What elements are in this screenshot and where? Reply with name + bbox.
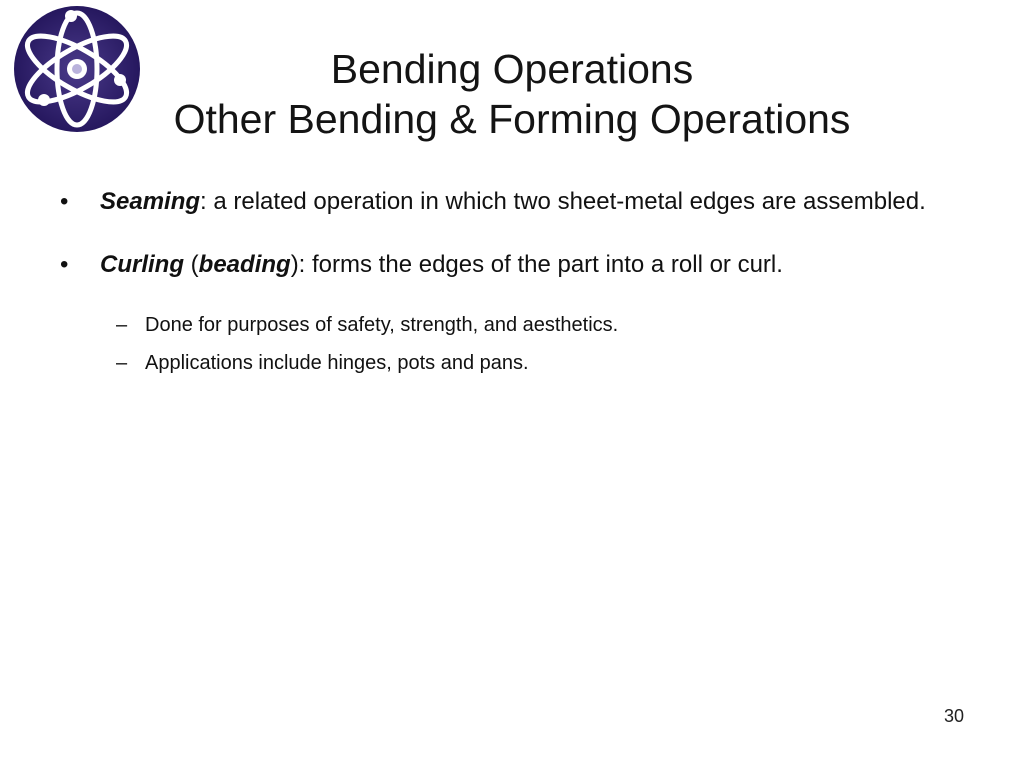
curling-text: ): forms the edges of the part into a roll or curl. bbox=[290, 251, 783, 278]
term-curling: Curling bbox=[100, 251, 184, 278]
slide-title bbox=[120, 44, 904, 144]
sub-bullet bbox=[60, 306, 960, 344]
slide-body bbox=[60, 184, 960, 382]
dash-mark: – bbox=[116, 352, 128, 374]
sub-bullet-text: Applications include hinges, pots and pans. bbox=[145, 352, 529, 374]
bullet-curling bbox=[60, 247, 960, 282]
bullet-mark: • bbox=[60, 188, 69, 215]
sub-bullet-text: Done for purposes of safety, strength, and aesthetics. bbox=[145, 314, 619, 336]
sub-bullet-list bbox=[60, 306, 960, 382]
bullet-seaming bbox=[60, 184, 960, 219]
bullet-mark: • bbox=[60, 251, 69, 278]
term-beading: beading bbox=[198, 251, 291, 278]
title-line-2: Other Bending & Forming Operations bbox=[173, 96, 851, 142]
sub-bullet bbox=[60, 344, 960, 382]
title-line-1: Bending Operations bbox=[330, 46, 694, 92]
seaming-text: : a related operation in which two sheet-metal edges are assembled. bbox=[200, 188, 926, 215]
page-number: 30 bbox=[943, 706, 964, 726]
term-seaming: Seaming bbox=[100, 188, 201, 215]
paren-open: ( bbox=[184, 251, 199, 278]
dash-mark: – bbox=[116, 314, 128, 336]
